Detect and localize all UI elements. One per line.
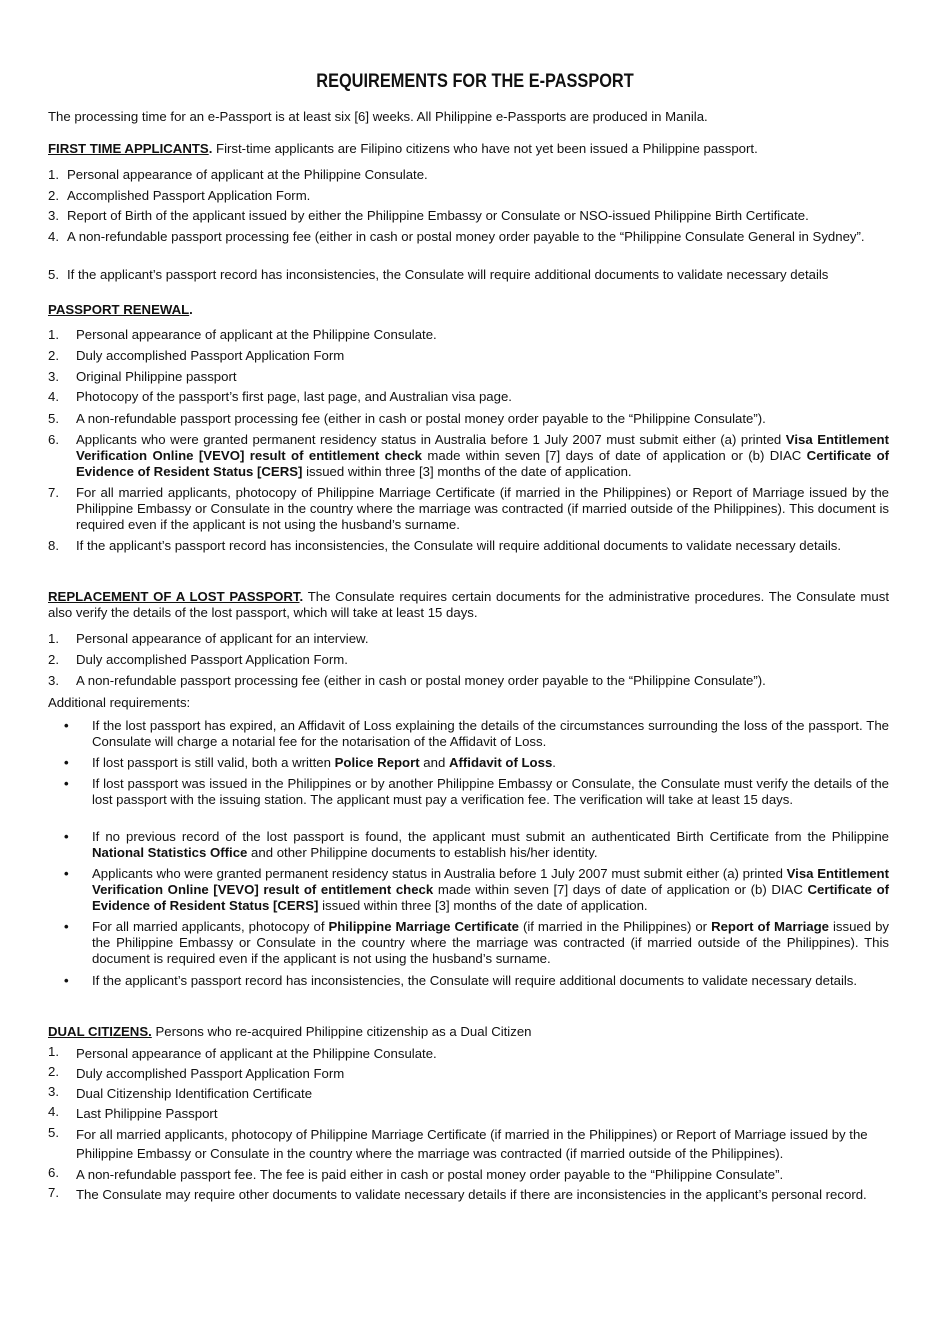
lost-heading-period: . (299, 589, 304, 604)
list-item-number: 5. (48, 267, 59, 282)
list-item-text: Last Philippine Passport (76, 1106, 218, 1121)
list-item-number: 2. (48, 348, 59, 363)
renewal-heading: PASSPORT RENEWAL (48, 302, 190, 317)
list-item-number: 3. (48, 369, 59, 384)
text-run: If lost passport is still valid, both a written (92, 755, 335, 770)
list-item-number: 7. (48, 485, 59, 500)
list-item-text: Report of Birth of the applicant issued by either the Philippine Embassy or Consulate or NSO-issued Philippine Birth Certificate. (67, 208, 809, 223)
bold-term: Certificate of Evidence of Resident Status [CERS] (76, 448, 890, 479)
list-item-text: Duly accomplished Passport Application Form (76, 1066, 345, 1081)
list-item-text: If lost passport was issued in the Philippines or by another Philippine Embassy or Consulate, the Consulate must verify the details of the lost passport with the issuing station. The applicant must pay a verification fee. The verification will take at least 15 days. (92, 776, 889, 807)
list-item-number: 1. (48, 167, 59, 182)
list-item-number: 1. (48, 327, 59, 342)
list-item-text: Duly accomplished Passport Application Form (76, 348, 345, 363)
dual-header-line (48, 1024, 888, 1040)
bold-term: Philippine Marriage Certificate (328, 919, 519, 934)
list-item-text: A non-refundable passport processing fee (either in cash or postal money order payable to the “Philippine Consulate General in Sydney”. (67, 229, 865, 244)
list-item-text: The Consulate may require other documents to validate necessary details if there are inconsistencies in the applicant’s personal record. (76, 1187, 867, 1202)
renewal-header-line (48, 302, 888, 318)
list-item-text: For all married applicants, photocopy of Philippine Marriage Certificate (if married in the Philippines) or Report of Marriage issued by the Philippine Embassy or Consulate in the country where the marriage was contracted (if married outside of the Philippines). This document is required even if the applicant is not using the husband’s surname. (76, 485, 889, 532)
text-run: and other Philippine documents to establish his/her identity. (247, 845, 598, 860)
text-run: If no previous record of the lost passport is found, the applicant must submit an authenticated Birth Certificate from the Philippine (92, 829, 889, 844)
text-run: issued within three [3] months of the date of application. (302, 464, 632, 479)
list-item-number: 3. (48, 673, 59, 688)
list-item-text (76, 432, 889, 480)
list-item-number: 1. (48, 631, 59, 646)
bold-term: Visa Entitlement Verification Online [VEVO] result of entitlement check (76, 432, 890, 463)
bold-term: Police Report (334, 755, 420, 770)
first-time-heading-period: . (208, 141, 213, 156)
list-item-number: 6. (48, 432, 59, 447)
bold-term: Visa Entitlement Verification Online [VEVO] result of entitlement check (92, 866, 890, 897)
list-item-text: A non-refundable passport processing fee (either in cash or postal money order payable to the “Philippine Consulate”). (76, 673, 766, 688)
list-item-text: If the lost passport has expired, an Affidavit of Loss explaining the details of the circumstances surrounding the loss of the passport. The Consulate will charge a notarial fee for the notarisation of the Affidavit of Loss. (92, 718, 889, 749)
list-item-number: 2. (48, 188, 59, 203)
renewal-heading-period: . (189, 302, 193, 317)
list-item-text: If the applicant’s passport record has inconsistencies, the Consulate will require additional documents to validate necessary details. (92, 973, 858, 988)
text-run: . (552, 755, 556, 770)
bold-term: Affidavit of Loss (448, 755, 553, 770)
list-item-text: Accomplished Passport Application Form. (67, 188, 311, 203)
bullet-icon: • (64, 866, 69, 881)
text-run: Applicants who were granted permanent residency status in Australia before 1 July 2007 must submit either (a) printed (76, 432, 786, 447)
text-run: For all married applicants, photocopy of (92, 919, 329, 934)
list-item-text: Duly accomplished Passport Application Form. (76, 652, 348, 667)
bold-term: Report of Marriage (711, 919, 829, 934)
list-item-text: A non-refundable passport fee. The fee is paid either in cash or postal money order payable to the “Philippine Consulate”. (76, 1167, 784, 1182)
list-item-text: If the applicant’s passport record has inconsistencies, the Consulate will require additional documents to validate necessary details. (76, 538, 842, 553)
list-item-text (92, 866, 889, 914)
list-item-number: 3. (48, 1084, 59, 1099)
list-item-text: If the applicant’s passport record has inconsistencies, the Consulate will require additional documents to validate necessary details (67, 267, 829, 282)
additional-requirements-label: Additional requirements: (48, 695, 191, 710)
list-item-number: 1. (48, 1044, 59, 1059)
bold-term: Certificate of Evidence of Resident Status [CERS] (92, 882, 890, 913)
list-item-text: Personal appearance of applicant at the Philippine Consulate. (76, 1046, 437, 1061)
text-run: Applicants who were granted permanent residency status in Australia before 1 July 2007 must submit either (a) printed (92, 866, 787, 881)
list-item-number: 3. (48, 208, 59, 223)
list-item-number: 2. (48, 652, 59, 667)
text-run: (if married in the Philippines) or (518, 919, 712, 934)
list-item-text (92, 755, 889, 771)
text-run: made within seven [7] days of date of application or (b) DIAC (433, 882, 808, 897)
dual-heading: DUAL CITIZENS. (48, 1024, 152, 1039)
list-item-text: Personal appearance of applicant for an interview. (76, 631, 369, 646)
list-item-number: 6. (48, 1165, 59, 1180)
first-time-header-line (48, 141, 888, 157)
list-item-text: Personal appearance of applicant at the Philippine Consulate. (67, 167, 428, 182)
bullet-icon: • (64, 829, 69, 844)
bullet-icon: • (64, 919, 69, 934)
list-item-number: 8. (48, 538, 59, 553)
bullet-icon: • (64, 776, 69, 791)
list-item-number: 4. (48, 1104, 59, 1119)
bold-term: National Statistics Office (92, 845, 248, 860)
bullet-icon: • (64, 973, 69, 988)
list-item-text: Original Philippine passport (76, 369, 237, 384)
first-time-heading: FIRST TIME APPLICANTS (48, 141, 209, 156)
list-item-number: 5. (48, 1125, 59, 1140)
list-item-number: 4. (48, 229, 59, 244)
text-run: issued within three [3] months of the date of application. (318, 898, 648, 913)
text-run: and (419, 755, 449, 770)
lost-heading: REPLACEMENT OF A LOST PASSPORT (48, 589, 300, 604)
list-item-number: 2. (48, 1064, 59, 1079)
bullet-icon: • (64, 718, 69, 733)
intro-paragraph: The processing time for an e-Passport is at least six [6] weeks. All Philippine e-Passports are produced in Manila. (48, 109, 708, 124)
list-item-text: Dual Citizenship Identification Certificate (76, 1086, 313, 1101)
list-item-number: 7. (48, 1185, 59, 1200)
page-title: REQUIREMENTS FOR THE E-PASSPORT (316, 71, 634, 92)
lost-header-line (48, 589, 889, 621)
list-item-text (92, 829, 889, 861)
list-item-number: 5. (48, 411, 59, 426)
bullet-icon: • (64, 755, 69, 770)
list-item-text: A non-refundable passport processing fee (either in cash or postal money order payable to the “Philippine Consulate”). (76, 411, 766, 426)
list-item-text: Personal appearance of applicant at the Philippine Consulate. (76, 327, 437, 342)
text-run: issued by the Philippine Embassy or Consulate in the country where the marriage was contracted (if married outside of the Philippines). This document is required even if the applicant is not using the husband’s surname. (92, 919, 889, 966)
list-item-text: Photocopy of the passport’s first page, last page, and Australian visa page. (76, 389, 512, 404)
list-item-text (92, 919, 889, 967)
list-item-number: 4. (48, 389, 59, 404)
lost-description: The Consulate requires certain documents for the administrative procedures. The Consulate must also verify the details of the lost passport, which will take at least 15 days. (48, 589, 889, 620)
list-item-text: For all married applicants, photocopy of Philippine Marriage Certificate (if married in the Philippines) or Report of Marriage issued by the Philippine Embassy or Consulate in the country where the marriage was contracted (if married outside of the Philippines). (76, 1127, 868, 1161)
dual-description: Persons who re-acquired Philippine citizenship as a Dual Citizen (151, 1024, 532, 1039)
first-time-description: First-time applicants are Filipino citizens who have not yet been issued a Philippine passport. (212, 141, 758, 156)
text-run: made within seven [7] days of date of application or (b) DIAC (422, 448, 807, 463)
